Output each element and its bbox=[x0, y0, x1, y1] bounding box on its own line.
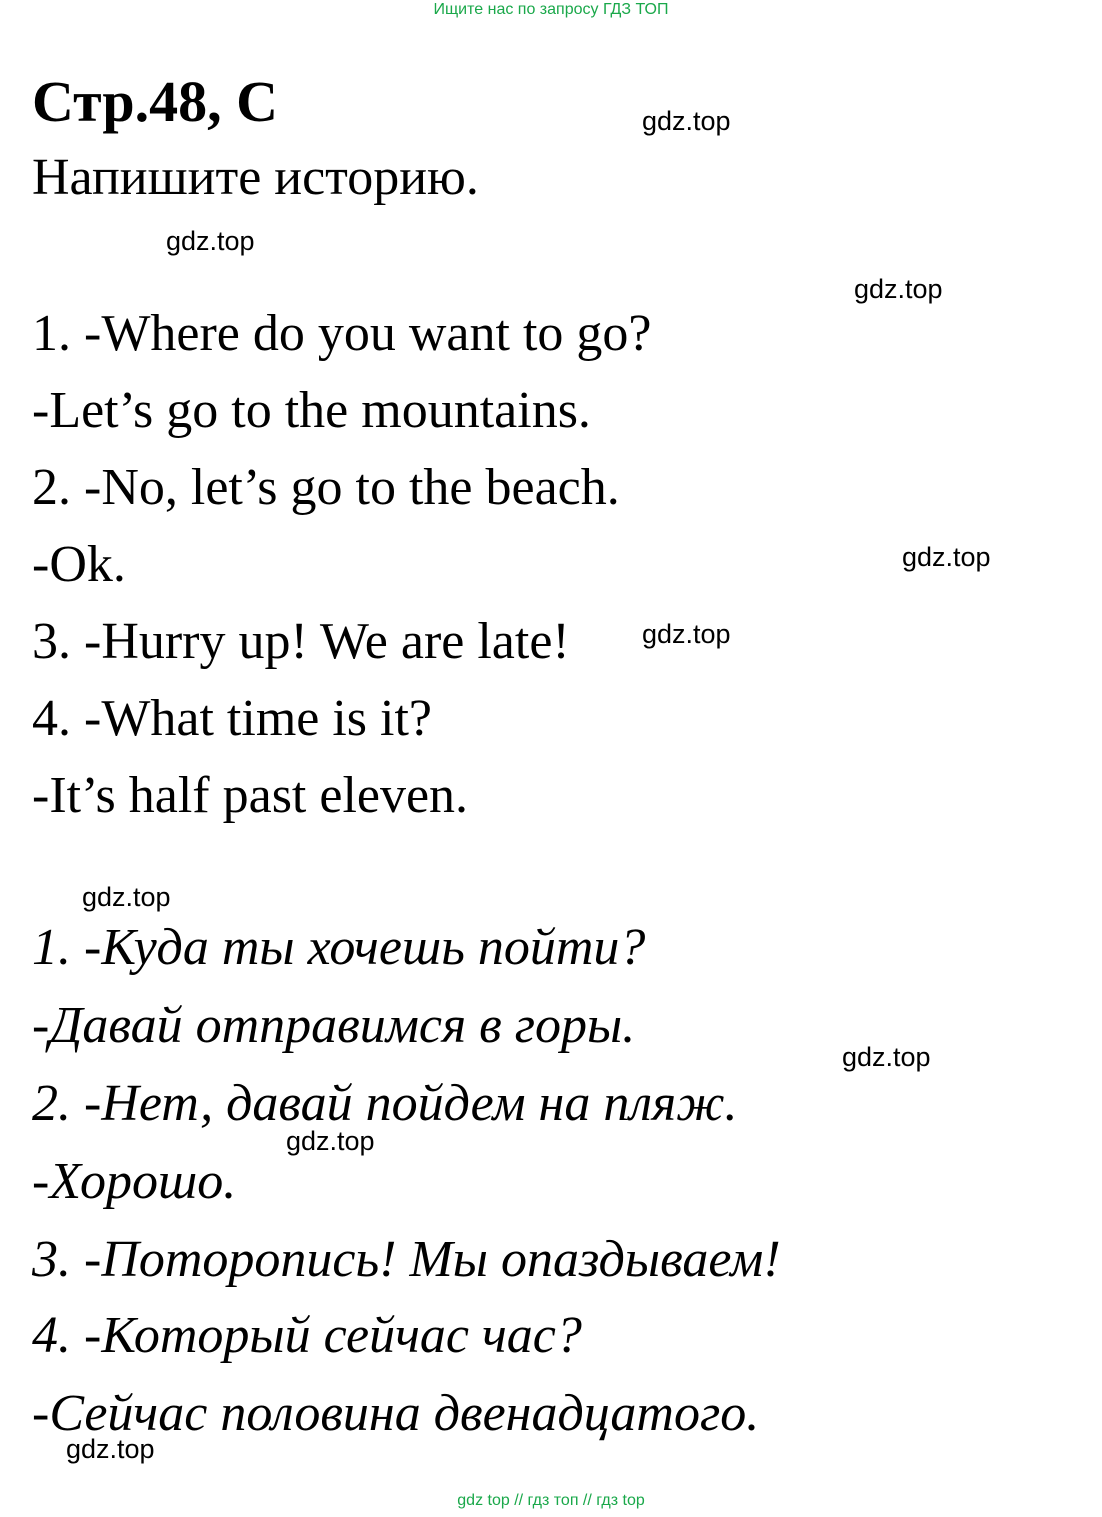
english-line-5: 3. -Hurry up! We are late! bbox=[32, 613, 570, 670]
top-banner: Ищите нас по запросу ГДЗ ТОП bbox=[433, 1, 669, 18]
english-line-4: -Ok. bbox=[32, 536, 126, 593]
watermark: gdz.top bbox=[842, 1042, 931, 1072]
english-line-3: 2. -No, let’s go to the beach. bbox=[32, 459, 620, 516]
watermark: gdz.top bbox=[286, 1126, 375, 1156]
english-line-7: -It’s half past eleven. bbox=[32, 767, 469, 824]
watermark: gdz.top bbox=[66, 1434, 155, 1464]
watermark: gdz.top bbox=[902, 542, 991, 572]
footer-links: gdz top // гдз топ // гдз top bbox=[457, 1492, 645, 1509]
russian-line-7: -Сейчас половина двенадцатого. bbox=[32, 1385, 760, 1442]
russian-line-3: 2. -Нет, давай пойдем на пляж. bbox=[32, 1075, 738, 1132]
russian-line-5: 3. -Поторопись! Мы опаздываем! bbox=[32, 1231, 781, 1288]
watermark: gdz.top bbox=[854, 274, 943, 304]
task-instruction: Напишите историю. bbox=[32, 149, 479, 206]
english-line-1: 1. -Where do you want to go? bbox=[32, 305, 652, 362]
russian-line-4: -Хорошо. bbox=[32, 1153, 237, 1210]
watermark: gdz.top bbox=[642, 106, 731, 136]
english-line-6: 4. -What time is it? bbox=[32, 690, 433, 747]
watermark: gdz.top bbox=[166, 226, 255, 256]
page-title: Стр.48, C bbox=[32, 69, 278, 134]
russian-line-1: 1. -Куда ты хочешь пойти? bbox=[32, 919, 646, 976]
russian-line-2: -Давай отправимся в горы. bbox=[32, 997, 636, 1054]
watermark: gdz.top bbox=[642, 619, 731, 649]
english-line-2: -Let’s go to the mountains. bbox=[32, 382, 591, 439]
russian-line-6: 4. -Который сейчас час? bbox=[32, 1307, 582, 1364]
watermark: gdz.top bbox=[82, 882, 171, 912]
